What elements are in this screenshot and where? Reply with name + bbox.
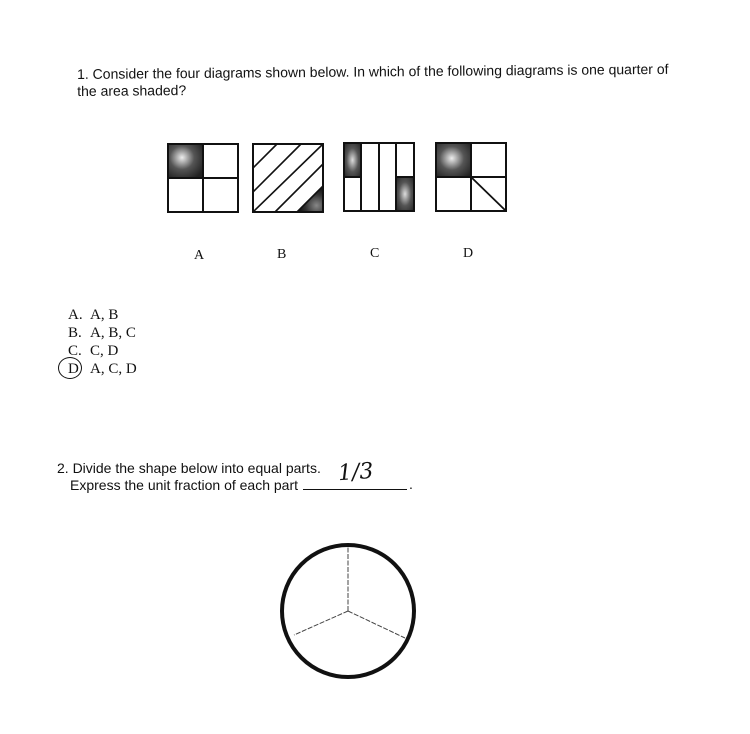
choice-a-answer: A, B (90, 307, 119, 323)
choice-a-letter: A. (68, 307, 83, 323)
choice-d[interactable] (68, 360, 137, 378)
choice-c[interactable] (68, 342, 137, 360)
selected-circle-mark (58, 357, 82, 379)
diagram-c-shaded-top-left (344, 143, 361, 177)
choice-b-letter: B. (68, 325, 82, 341)
divider-line-right (348, 611, 405, 638)
diagram-label-b: B (277, 247, 287, 262)
diagram-a-shaded-quarter (168, 144, 203, 178)
question-2-line-1: 2. Divide the shape below into equal parts. (57, 460, 321, 476)
answer-blank-line[interactable] (303, 489, 407, 490)
circle-divided-in-thirds (278, 540, 418, 682)
diagram-label-a: A (194, 248, 205, 263)
divider-line-left (294, 611, 348, 635)
choice-b-answer: A, B, C (90, 325, 136, 341)
diagram-a (166, 142, 240, 214)
diagram-label-d: D (463, 246, 474, 261)
choice-c-answer: C, D (90, 343, 119, 359)
diagram-c (342, 141, 416, 213)
choice-b[interactable] (68, 324, 137, 342)
handwritten-answer: 1/3 (337, 458, 375, 487)
choice-d-answer: A, C, D (90, 361, 137, 377)
choice-d-letter: D (68, 361, 79, 377)
diagram-d (434, 141, 508, 213)
choice-c-letter: C. (68, 343, 82, 359)
diagram-c-shaded-bottom-right (396, 177, 414, 211)
diagram-b (251, 142, 325, 214)
question-1-text: 1. Consider the four diagrams shown below. In which of the following diagrams is one quarter of the area shaded? (77, 60, 669, 99)
question-2-text (57, 460, 477, 494)
choice-a[interactable] (68, 306, 137, 324)
end-period: . (409, 476, 413, 492)
diagram-d-shaded-quarter (436, 143, 471, 177)
diagram-label-c: C (370, 246, 380, 261)
answer-choices (68, 306, 137, 378)
question-2-line-2: Express the unit fraction of each part (70, 477, 299, 493)
